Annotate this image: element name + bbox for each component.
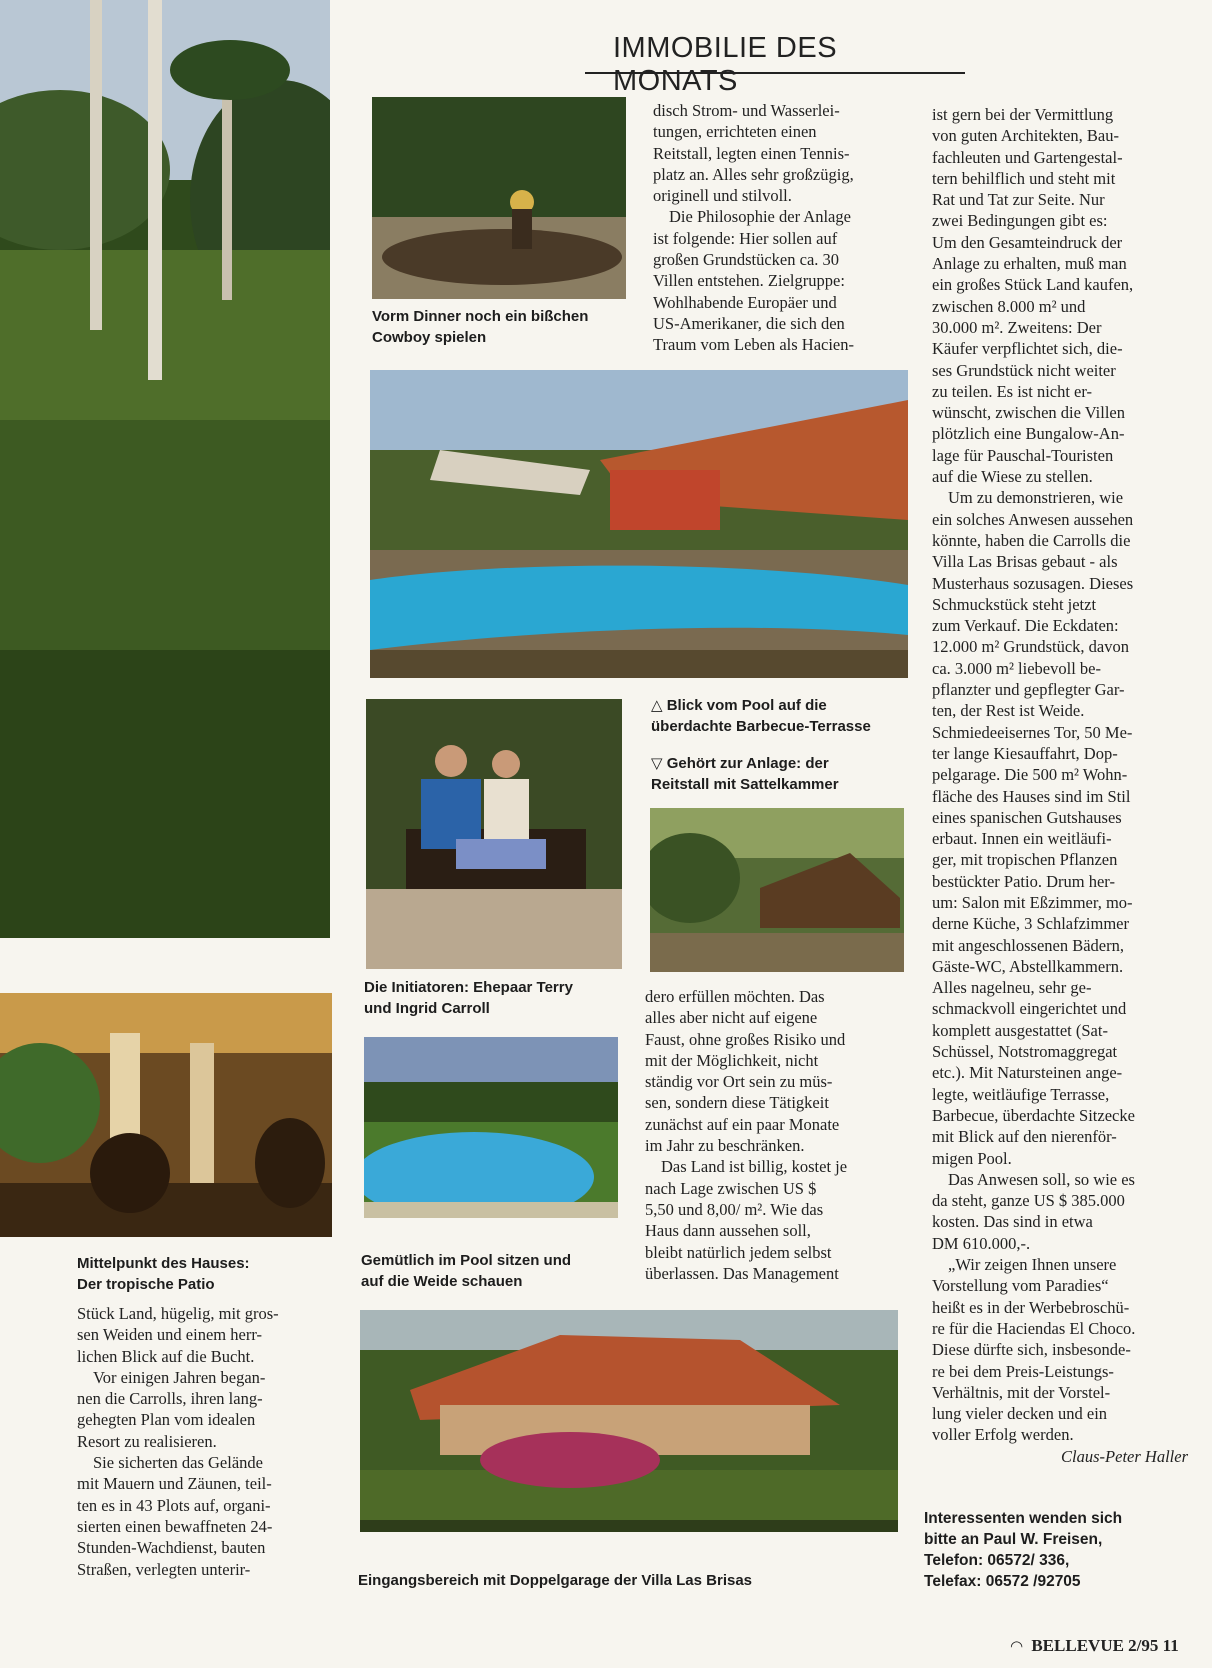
text-line: kosten. Das sind in etwa: [932, 1212, 1093, 1232]
caption-line: Der tropische Patio: [77, 1276, 215, 1293]
author-signature: Claus-Peter Haller: [1061, 1446, 1188, 1466]
text-line: platz an. Alles sehr großzügig,: [653, 164, 854, 184]
text-line: Wohlhabende Europäer und: [653, 292, 837, 312]
text-line: ca. 3.000 m² liebevoll be-: [932, 658, 1101, 678]
text-line: mit Blick auf den nierenför-: [932, 1127, 1117, 1147]
text-line: Stück Land, hügelig, mit gros-: [77, 1304, 279, 1323]
text-line: gehegten Plan vom idealen: [77, 1410, 256, 1430]
text-line: Schüssel, Notstromaggregat: [932, 1042, 1118, 1062]
text-line: lage für Pauschal-Touristen: [932, 445, 1114, 465]
text-line: 30.000 m². Zweitens: Der: [932, 317, 1102, 337]
text-line: Die Philosophie der Anlage: [669, 207, 851, 227]
text-line: derne Küche, 3 Schlafzimmer: [932, 914, 1130, 934]
text-line: Alles nagelneu, sehr ge-: [932, 978, 1092, 998]
caption-line: Cowboy spielen: [372, 329, 487, 346]
text-line: Rat und Tat zur Seite. Nur: [932, 190, 1105, 210]
text-column-mid-bottom: [645, 986, 905, 1284]
text-line: um: Salon mit Eßzimmer, mo-: [932, 892, 1133, 912]
page-number: 11: [1162, 1636, 1179, 1655]
text-line: da steht, ganze US $ 385.000: [932, 1191, 1125, 1211]
photo-pool-terrace: [370, 370, 908, 678]
text-line: schmackvoll eingerichtet und: [932, 999, 1127, 1019]
caption-patio: [77, 1253, 250, 1295]
text-line: 5,50 und 8,00/ m². Wie das: [645, 1199, 824, 1219]
text-line: Villa Las Brisas gebaut - als: [932, 552, 1118, 572]
photo-cowboy: [372, 97, 626, 299]
text-line: großen Grundstücken ca. 30: [653, 250, 840, 270]
text-column-left: [77, 1303, 339, 1580]
text-line: Um den Gesamteindruck der: [932, 232, 1123, 252]
text-line: pelgarage. Die 500 m² Wohn-: [932, 765, 1128, 785]
caption-initiators: [364, 977, 573, 1019]
page-footer: [1010, 1636, 1179, 1656]
text-line: fachleuten und Gartengestal-: [932, 147, 1123, 167]
text-line: Traum vom Leben als Hacien-: [653, 335, 855, 355]
text-line: zu teilen. Es ist nicht er-: [932, 381, 1093, 401]
text-line: re bei dem Preis-Leistungs-: [932, 1361, 1114, 1381]
text-line: mit angeschlossenen Bädern,: [932, 935, 1124, 955]
text-line: sierten einen bewaffneten 24-: [77, 1516, 273, 1536]
paragraph: [653, 100, 913, 206]
text-line: Reitstall, legten einen Tennis-: [653, 143, 850, 163]
caption-pool-sit: [361, 1250, 571, 1292]
text-line: nen die Carrolls, ihren lang-: [77, 1389, 263, 1409]
text-line: Schmiedeeisernes Tor, 50 Me-: [932, 722, 1133, 742]
paragraph: [77, 1367, 339, 1452]
caption-cowboy: [372, 306, 588, 348]
text-line: zum Verkauf. Die Eckdaten:: [932, 616, 1119, 636]
contact-info: [924, 1508, 1122, 1592]
paragraph: [77, 1303, 339, 1367]
caption-line: Vorm Dinner noch ein bißchen: [372, 308, 589, 325]
text-line: migen Pool.: [932, 1148, 1012, 1168]
caption-line: auf die Weide schauen: [361, 1273, 523, 1290]
text-line: tungen, errichteten einen: [653, 122, 817, 142]
contact-line: Telefax: 06572 /92705: [924, 1573, 1081, 1590]
text-line: heißt es in der Werbebroschü-: [932, 1297, 1130, 1317]
text-line: Um zu demonstrieren, wie: [948, 488, 1124, 508]
text-line: ses Grundstück nicht weiter: [932, 360, 1116, 380]
text-line: wünscht, zwischen die Villen: [932, 403, 1125, 423]
paragraph: [932, 1169, 1202, 1254]
photo-pool-meadow: [364, 1037, 618, 1218]
photo-stable: [650, 808, 904, 972]
text-line: Faust, ohne großes Risiko und: [645, 1029, 846, 1049]
text-column-mid-top: [653, 100, 913, 356]
text-line: ein großes Stück Land kaufen,: [932, 275, 1134, 295]
text-line: auf die Wiese zu stellen.: [932, 467, 1093, 487]
paragraph: [77, 1452, 339, 1580]
text-line: zwischen 8.000 m² und: [932, 296, 1086, 316]
text-line: dero erfüllen möchten. Das: [645, 987, 825, 1006]
page-marker-icon: ◠: [1010, 1639, 1024, 1655]
text-line: könnte, haben die Carrolls die: [932, 530, 1131, 550]
caption-line: Gemütlich im Pool sitzen und: [361, 1252, 572, 1269]
text-line: ger, mit tropischen Pflanzen: [932, 850, 1118, 870]
text-line: Das Anwesen soll, so wie es: [948, 1169, 1135, 1189]
text-line: US-Amerikaner, die sich den: [653, 313, 845, 333]
text-line: ten, der Rest ist Weide.: [932, 701, 1085, 721]
photo-patio: [0, 993, 332, 1237]
text-line: nach Lage zwischen US $: [645, 1178, 817, 1198]
text-line: Diese dürfte sich, insbesonde-: [932, 1340, 1131, 1360]
caption-stable: [651, 753, 839, 795]
photo-entrance: [360, 1310, 898, 1532]
text-column-right: [932, 104, 1202, 1467]
text-line: sen, sondern diese Tätigkeit: [645, 1093, 829, 1113]
text-line: Gäste-WC, Abstellkammern.: [932, 956, 1124, 976]
paragraph: [653, 206, 913, 355]
text-line: von guten Architekten, Bau-: [932, 126, 1119, 146]
text-line: ist gern bei der Vermittlung: [932, 105, 1114, 124]
text-line: Schmuckstück steht jetzt: [932, 594, 1097, 614]
text-line: zunächst auf ein paar Monate: [645, 1114, 840, 1134]
text-line: ten es in 43 Plots auf, organi-: [77, 1495, 271, 1515]
text-line: Anlage zu erhalten, muß man: [932, 254, 1127, 274]
paragraph: [645, 986, 905, 1156]
caption-line: △ Blick vom Pool auf die: [651, 697, 827, 714]
text-line: lichen Blick auf die Bucht.: [77, 1346, 255, 1366]
text-line: Villen entstehen. Zielgruppe:: [653, 271, 845, 291]
caption-line: Mittelpunkt des Hauses:: [77, 1255, 250, 1272]
caption-entrance: [358, 1570, 752, 1591]
text-line: Sie sicherten das Gelände: [93, 1453, 263, 1473]
text-line: komplett ausgestattet (Sat-: [932, 1020, 1108, 1040]
text-line: lung vieler decken und ein: [932, 1404, 1108, 1424]
paragraph: [932, 487, 1202, 1169]
caption-line: und Ingrid Carroll: [364, 1000, 490, 1017]
text-line: Barbecue, überdachte Sitzecke: [932, 1105, 1135, 1125]
text-line: Vor einigen Jahren began-: [93, 1367, 266, 1387]
text-line: zwei Bedingungen gibt es:: [932, 211, 1108, 231]
text-line: bleibt natürlich jedem selbst: [645, 1242, 832, 1262]
section-header: [585, 28, 965, 97]
text-line: voller Erfolg werden.: [932, 1425, 1074, 1445]
text-line: überlassen. Das Management: [645, 1263, 839, 1283]
text-line: Resort zu realisieren.: [77, 1431, 217, 1451]
text-line: mit der Möglichkeit, nicht: [645, 1050, 819, 1070]
text-line: Straßen, verlegten unterir-: [77, 1559, 251, 1579]
text-line: ist folgende: Hier sollen auf: [653, 228, 838, 248]
text-line: fläche des Hauses sind im Stil: [932, 786, 1131, 806]
photo-palm-lawn: [0, 0, 330, 938]
caption-line: Reitstall mit Sattelkammer: [651, 776, 839, 793]
text-line: bestückter Patio. Drum her-: [932, 871, 1115, 891]
text-line: legte, weitläufige Terrasse,: [932, 1084, 1110, 1104]
text-line: Stunden-Wachdienst, bauten: [77, 1538, 266, 1558]
caption-pool-view: [651, 695, 871, 737]
paragraph: [932, 104, 1202, 487]
text-line: originell und stilvoll.: [653, 186, 792, 206]
text-line: erbaut. Innen ein weitläufi-: [932, 829, 1112, 849]
text-line: im Jahr zu beschränken.: [645, 1136, 805, 1156]
text-line: pflanzter und gepflegter Gar-: [932, 680, 1125, 700]
text-line: eines spanischen Gutshauses: [932, 807, 1122, 827]
paragraph: [645, 1156, 905, 1284]
caption-line: ▽ Gehört zur Anlage: der: [651, 755, 829, 772]
text-line: tern behilflich und steht mit: [932, 168, 1116, 188]
contact-line: Interessenten wenden sich: [924, 1510, 1123, 1527]
text-line: re für die Haciendas El Choco.: [932, 1318, 1136, 1338]
text-line: sen Weiden und einem herr-: [77, 1325, 262, 1345]
text-line: Käufer verpflichtet sich, die-: [932, 339, 1123, 359]
text-line: disch Strom- und Wasserlei-: [653, 101, 840, 120]
text-line: Haus dann aussehen soll,: [645, 1221, 811, 1241]
magazine-issue: BELLEVUE 2/95: [1031, 1636, 1159, 1655]
text-line: Das Land ist billig, kostet je: [661, 1157, 848, 1177]
caption-line: Eingangsbereich mit Doppelgarage der Villa Las Brisas: [358, 1572, 753, 1589]
text-line: Verhältnis, mit der Vorstel-: [932, 1382, 1111, 1402]
text-line: DM 610.000,-.: [932, 1233, 1031, 1253]
text-line: „Wir zeigen Ihnen unsere: [948, 1255, 1117, 1275]
caption-line: überdachte Barbecue-Terrasse: [651, 718, 871, 735]
text-line: ter lange Kiesauffahrt, Dop-: [932, 743, 1118, 763]
text-line: 12.000 m² Grundstück, davon: [932, 637, 1129, 657]
text-line: Musterhaus sozusagen. Dieses: [932, 573, 1134, 593]
photo-initiators: [366, 699, 622, 969]
section-title: IMMOBILIE DES MONATS: [613, 32, 838, 97]
text-line: etc.). Mit Natursteinen ange-: [932, 1063, 1123, 1083]
contact-line: Telefon: 06572/ 336,: [924, 1552, 1070, 1569]
text-line: ständig vor Ort sein zu müs-: [645, 1072, 833, 1092]
caption-line: Die Initiatoren: Ehepaar Terry: [364, 979, 573, 996]
text-line: alles aber nicht auf eigene: [645, 1008, 818, 1028]
paragraph: [932, 1254, 1202, 1446]
contact-line: bitte an Paul W. Freisen,: [924, 1531, 1103, 1548]
text-line: ein solches Anwesen aussehen: [932, 509, 1134, 529]
text-line: Vorstellung vom Paradies“: [932, 1276, 1109, 1296]
text-line: plötzlich eine Bungalow-An-: [932, 424, 1125, 444]
text-line: mit Mauern und Zäunen, teil-: [77, 1474, 272, 1494]
